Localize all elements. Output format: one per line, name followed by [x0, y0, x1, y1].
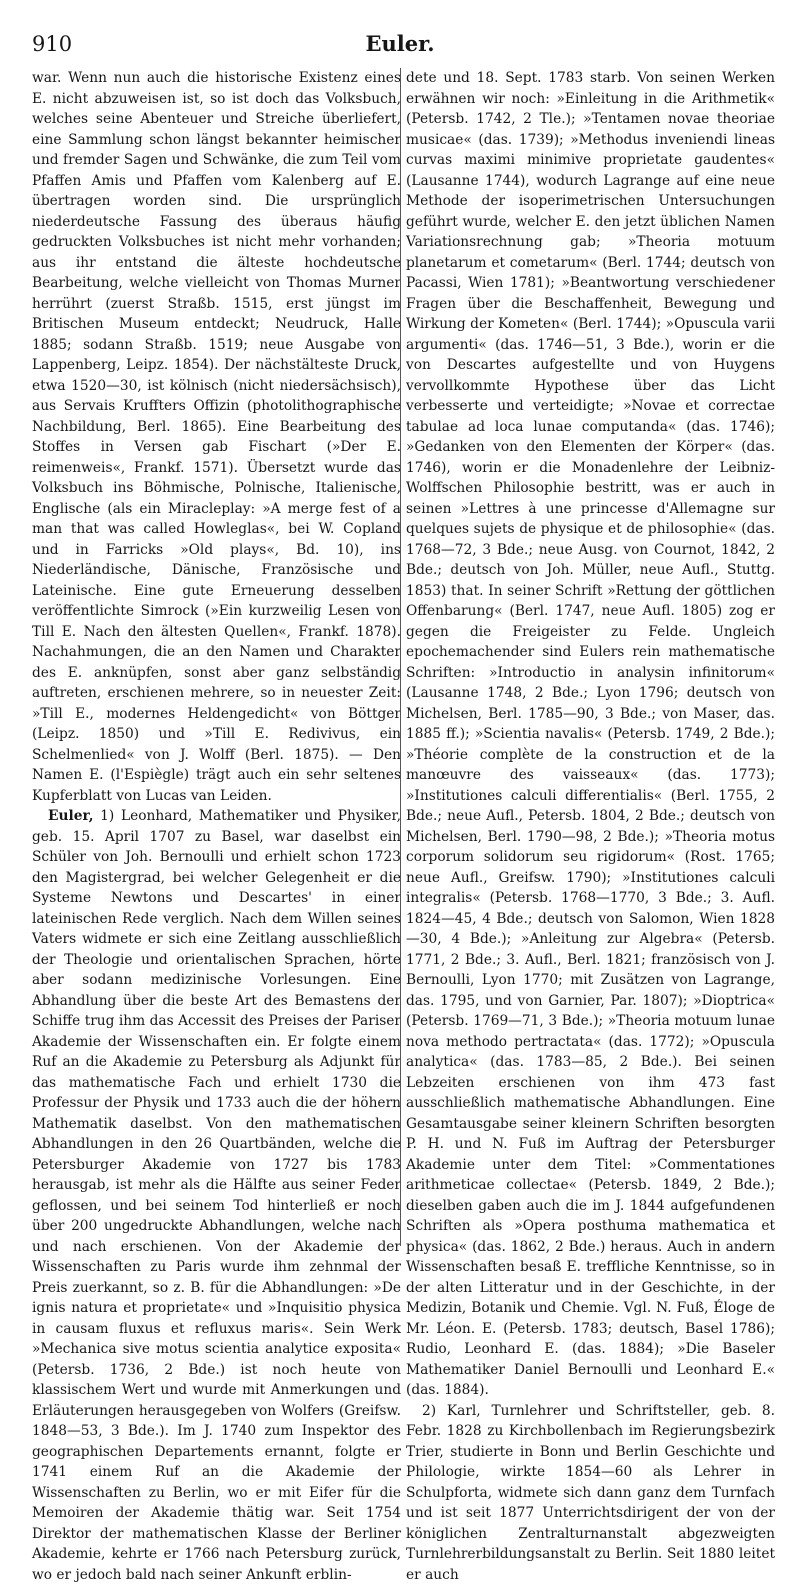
running-head: Euler. [32, 30, 768, 58]
eulenspiegel-entry-continuation: war. Wenn nun auch die historische Existenz eines E. nicht abzuweisen ist, so ist doch das Volksbuch, welches seine Abenteuer und Streiche überliefert, eine Sammlung schon längst bekannter heimischer und fremder Sagen und Schwänke, die zum Teil vom Pfaffen Amis und Pfaffen vom Kalenberg auf E. übertragen worden sind. Die ursprünglich niederdeutsche Fassung des überaus häufig gedruckten Volksbuches ist nicht mehr vorhanden; aus ihr entstand die älteste hochdeutsche Bearbeitung, welche vielleicht von Thomas Murner herrührt (zuerst Straßb. 1515, erst jüngst im Britischen Museum entdeckt; Neudruck, Halle 1885; sodann Straßb. 1519; neue Ausgabe von Lappenberg, Leipz. 1854). Der nächstälteste Druck, etwa 1520—30, ist kölnisch (nicht niedersächsisch), aus Servais Kruffters Offizin (photolithographische Nachbildung, Berl. 1865). Eine Bearbeitung des Stoffes in Versen gab Fischart (»Der E. reimenweis«, Frankf. 1571). Übersetzt wurde das Volksbuch ins Böhmische, Polnische, Italienische, Englische (als ein Miracleplay: »A merge fest of a man that was called Howleglas«, bei W. Copland und in Farricks »Old plays«, Bd. 10), ins Niederländische, Dänische, Französische und Lateinische. Eine gute Erneuerung desselben veröffentlichte Simrock (»Ein kurzweilig Lesen von Till E. Nach den ältesten Quellen«, Frankf. 1878). Nachahmungen, die an den Namen und Charakter des E. anknüpfen, sonst aber ganz selbständig auftreten, erschienen mehrere, so in neuester Zeit: »Till E., modernes Heldengedicht« von Böttger (Leipz. 1850) und »Till E. Redivivus, ein Schelmenlied« von J. Wolff (Berl. 1875). — Den Namen E. (l'Espiègle) trägt auch ein sehr seltenes Kupferblatt von Lucas van Leiden. [32, 68, 401, 806]
column-divider [400, 68, 401, 1246]
euler-karl-entry: 2) Karl, Turnlehrer und Schriftsteller, geb. 8. Febr. 1828 zu Kirchbollenbach im Regierungsbezirk Trier, studierte in Bonn und Berlin Geschichte und Philologie, wirkte 1854—60 als Lehrer in Schulpforta, widmete sich dann ganz dem Turnfach und ist seit 1877 Unterrichtsdirigent der von der königlichen Zentralturnanstalt abgezweigten Turnlehrerbildungsanstalt zu Berlin. Seit 1880 leitet er auch [406, 1401, 775, 1585]
euler-entry [32, 806, 401, 1585]
right-column [406, 68, 775, 1248]
euler-leonhard-continuation: dete und 18. Sept. 1783 starb. Von seinen Werken erwähnen wir noch: »Einleitung in die Arithmetik« (Petersb. 1742, 2 Tle.); »Tentamen novae theoriae musicae« (das. 1739); »Methodus inveniendi lineas curvas maximi minimive proprietate gaudentes« (Lausanne 1744), wodurch Lagrange auf eine neue Methode der isoperimetrischen Untersuchungen geführt wurde, welcher E. den jetzt üblichen Namen Variationsrechnung gab; »Theoria motuum planetarum et cometarum« (Berl. 1744; deutsch von Pacassi, Wien 1781); »Beantwortung verschiedener Fragen über die Beschaffenheit, Bewegung und Wirkung der Kometen« (Berl. 1744); »Opuscula varii argumenti« (das. 1746—51, 3 Bde.), worin er die von Descartes aufgestellte und von Huygens vervollkommte Hypothese über das Licht verbesserte und verteidigte; »Novae et correctae tabulae ad loca lunae computanda« (das. 1746); »Gedanken von den Elementen der Körper« (das. 1746), worin er die Monadenlehre der Leibniz-Wolffschen Philosophie bestritt, was er auch in seinen »Lettres à une princesse d'Allemagne sur quelques sujets de physique et de philosophie« (das. 1768—72, 3 Bde.; neue Ausg. von Cournot, 1842, 2 Bde.; deutsch von Joh. Müller, neue Aufl., Stuttg. 1853) that. In seiner Schrift »Rettung der göttlichen Offenbarung« (Berl. 1747, neue Aufl. 1805) zog er gegen die Freigeister zu Felde. Ungleich epochemachender sind Eulers rein mathematische Schriften: »Introductio in analysin infinitorum« (Lausanne 1748, 2 Bde.; Lyon 1796; deutsch von Michelsen, Berl. 1785—90, 3 Bde.; von Maser, das. 1885 ff.); »Scientia navalis« (Petersb. 1749, 2 Bde.); »Théorie complète de la construction et de la manœuvre des vaisseaux« (das. 1773); »Institutiones calculi differentialis« (Berl. 1755, 2 Bde.; neue Aufl., Petersb. 1804, 2 Bde.; deutsch von Michelsen, Berl. 1790—98, 2 Bde.); »Theoria motus corporum solidorum seu rigidorum« (Rost. 1765; neue Aufl., Greifsw. 1790); »Institutiones calculi integralis« (Petersb. 1768—1770, 3 Bde.; 3. Aufl. 1824—45, 4 Bde.; deutsch von Salomon, Wien 1828—30, 4 Bde.); »Anleitung zur Algebra« (Petersb. 1771, 2 Bde.; 3. Aufl., Berl. 1821; französisch von J. Bernoulli, Lyon 1770; mit Zusätzen von Lagrange, das. 1795, und von Garnier, Par. 1807); »Dioptrica« (Petersb. 1769—71, 3 Bde.); »Theoria motuum lunae nova methodo pertractata« (das. 1772); »Opuscula analytica« (das. 1783—85, 2 Bde.). Bei seinen Lebzeiten erschienen von ihm 473 fast ausschließlich mathematische Abhandlungen. Eine Gesamtausgabe seiner kleinern Schriften besorgten P. H. und N. Fuß im Auftrag der Petersburger Akademie unter dem Titel: »Commentationes arithmeticae collectae« (Petersb. 1849, 2 Bde.); dieselben gaben auch die im J. 1844 aufgefundenen Schriften als »Opera posthuma mathematica et physica« (das. 1862, 2 Bde.) heraus. Auch in andern Wissenschaften besaß E. treffliche Kenntnisse, so in der alten Litteratur und in der Geschichte, in der Medizin, Botanik und Chemie. Vgl. N. Fuß, Éloge de Mr. Léon. E. (Petersb. 1783; deutsch, Basel 1786); Rudio, Leonhard E. (das. 1884); »Die Baseler Mathematiker Daniel Bernoulli und Leonhard E.« (das. 1884). [406, 68, 775, 1401]
left-column [32, 68, 401, 1248]
page-header [32, 30, 768, 60]
entry-headword: Euler, [48, 808, 93, 824]
page-number: 910 [32, 30, 72, 58]
euler-leonhard-text: 1) Leonhard, Mathematiker und Physiker, geb. 15. April 1707 zu Basel, war daselbst ein Schüler von Joh. Bernoulli und erhielt schon 1723 den Magistergrad, bei welcher Gelegenheit er die Systeme Newtons und Descartes' in einer lateinischen Rede verglich. Nach dem Willen seines Vaters widmete er sich eine Zeitlang ausschließlich der Theologie und orientalischen Sprachen, hörte aber sodann medizinische Vorlesungen. Eine Abhandlung über die beste Art des Bemastens der Schiffe trug ihm das Accessit des Preises der Pariser Akademie der Wissenschaften ein. Er folgte einem Ruf an die Akademie zu Petersburg als Adjunkt für das mathematische Fach und erhielt 1730 die Professur der Physik und 1733 auch die der höhern Mathematik daselbst. Von den mathematischen Abhandlungen in den 26 Quartbänden, welche die Petersburger Akademie von 1727 bis 1783 herausgab, ist mehr als die Hälfte aus seiner Feder geflossen, und bei seinem Tod hinterließ er noch über 200 ungedruckte Abhandlungen, welche nach und nach erschienen. Von der Akademie der Wissenschaften zu Paris wurde ihm zehnmal der Preis zuerkannt, so z. B. für die Abhandlungen: »De ignis natura et proprietate« und »Inquisitio physica in causam fluxus et refluxus maris«. Sein Werk »Mechanica sive motus scientia analytice exposita« (Petersb. 1736, 2 Bde.) ist noch heute von klassischem Wert und wurde mit Anmerkungen und Erläuterungen herausgegeben von Wolfers (Greifsw. 1848—53, 3 Bde.). Im J. 1740 zum Inspektor des geographischen Departements ernannt, folgte er 1741 einem Ruf an die Akademie der Wissenschaften zu Berlin, wo er mit Eifer für die Memoiren der Akademie thätig war. Seit 1754 Direktor der mathematischen Klasse der Berliner Akademie, kehrte er 1766 nach Petersburg zurück, wo er jedoch bald nach seiner Ankunft erblin- [32, 808, 401, 1583]
